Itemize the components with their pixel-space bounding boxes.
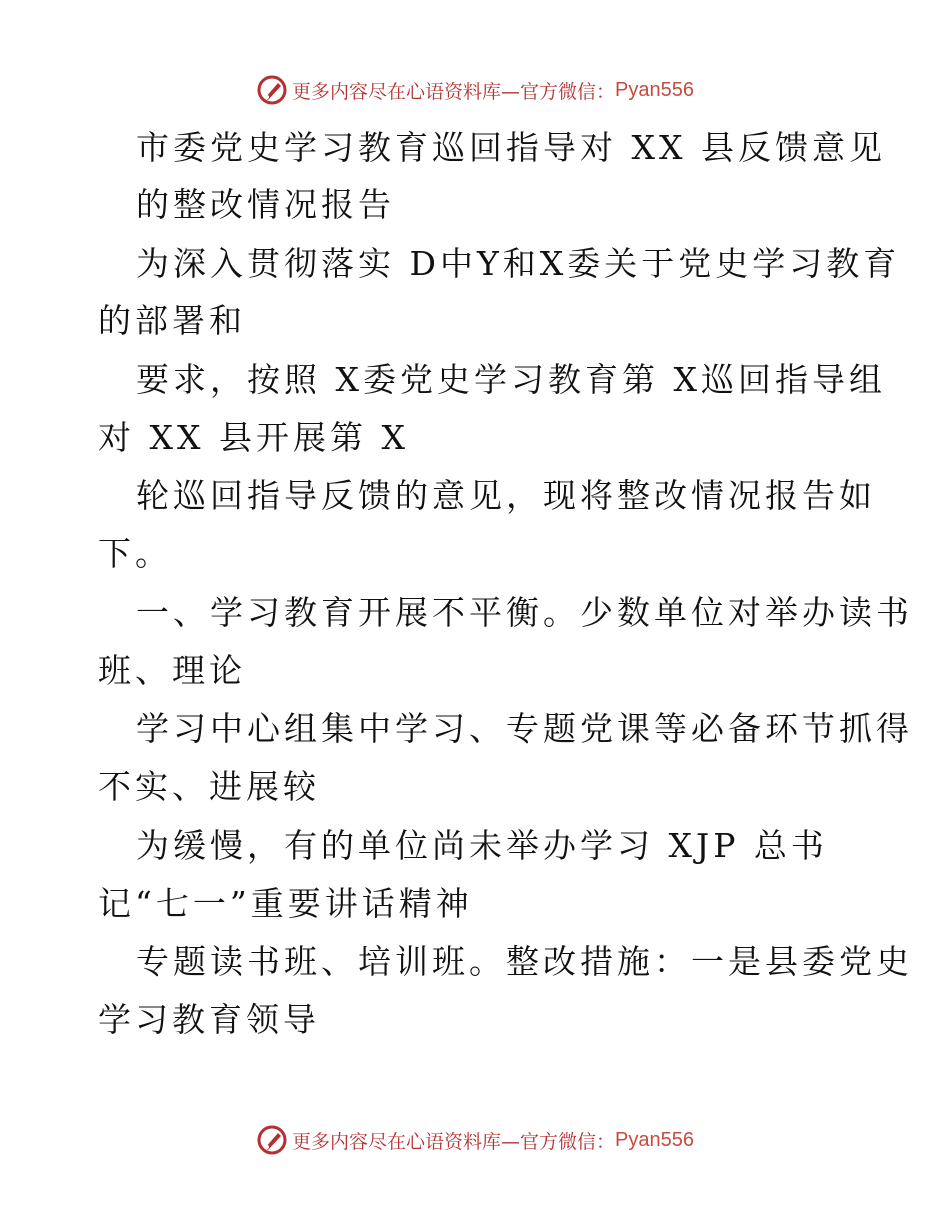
doc-line: 轮巡回指导反馈的意见，现将整改情况报告如: [136, 476, 876, 515]
doc-line: 一、学习教育开展不平衡。少数单位对举办读书: [136, 593, 913, 632]
watermark-text: 更多内容尽在心语资料库—官方微信：: [292, 1130, 616, 1153]
doc-line: 班、理论: [98, 651, 246, 690]
doc-line: 学习教育领导: [98, 1000, 320, 1039]
doc-line: 对 XX 县开展第 X: [98, 418, 409, 457]
doc-line: 不实、进展较: [98, 767, 320, 806]
footer-watermark: [0, 1120, 950, 1160]
doc-line: 的整改情况报告: [136, 185, 395, 224]
doc-line: 为缓慢，有的单位尚未举办学习 XJP 总书: [136, 826, 828, 865]
doc-line: 市委党史学习教育巡回指导对 XX 县反馈意见: [136, 128, 886, 167]
doc-line: 下。: [98, 534, 172, 573]
doc-line: 记“七一”重要讲话精神: [98, 884, 473, 923]
doc-line: 专题读书班、培训班。整改措施：一是县委党史: [136, 942, 913, 981]
doc-line: 学习中心组集中学习、专题党课等必备环节抓得: [136, 709, 913, 748]
doc-line: 要求，按照 X委党史学习教育第 X巡回指导组: [136, 360, 886, 399]
header-watermark: [0, 70, 950, 110]
pen-logo-icon: [256, 1124, 288, 1156]
watermark-text: 更多内容尽在心语资料库—官方微信：: [292, 80, 616, 103]
doc-line: 为深入贯彻落实 D中Y和X委关于党史学习教育: [136, 244, 901, 283]
doc-line: 的部署和: [98, 301, 246, 340]
watermark-id: Pyan556: [615, 1128, 694, 1151]
pen-logo-icon: [256, 74, 288, 106]
watermark-id: Pyan556: [615, 78, 694, 101]
